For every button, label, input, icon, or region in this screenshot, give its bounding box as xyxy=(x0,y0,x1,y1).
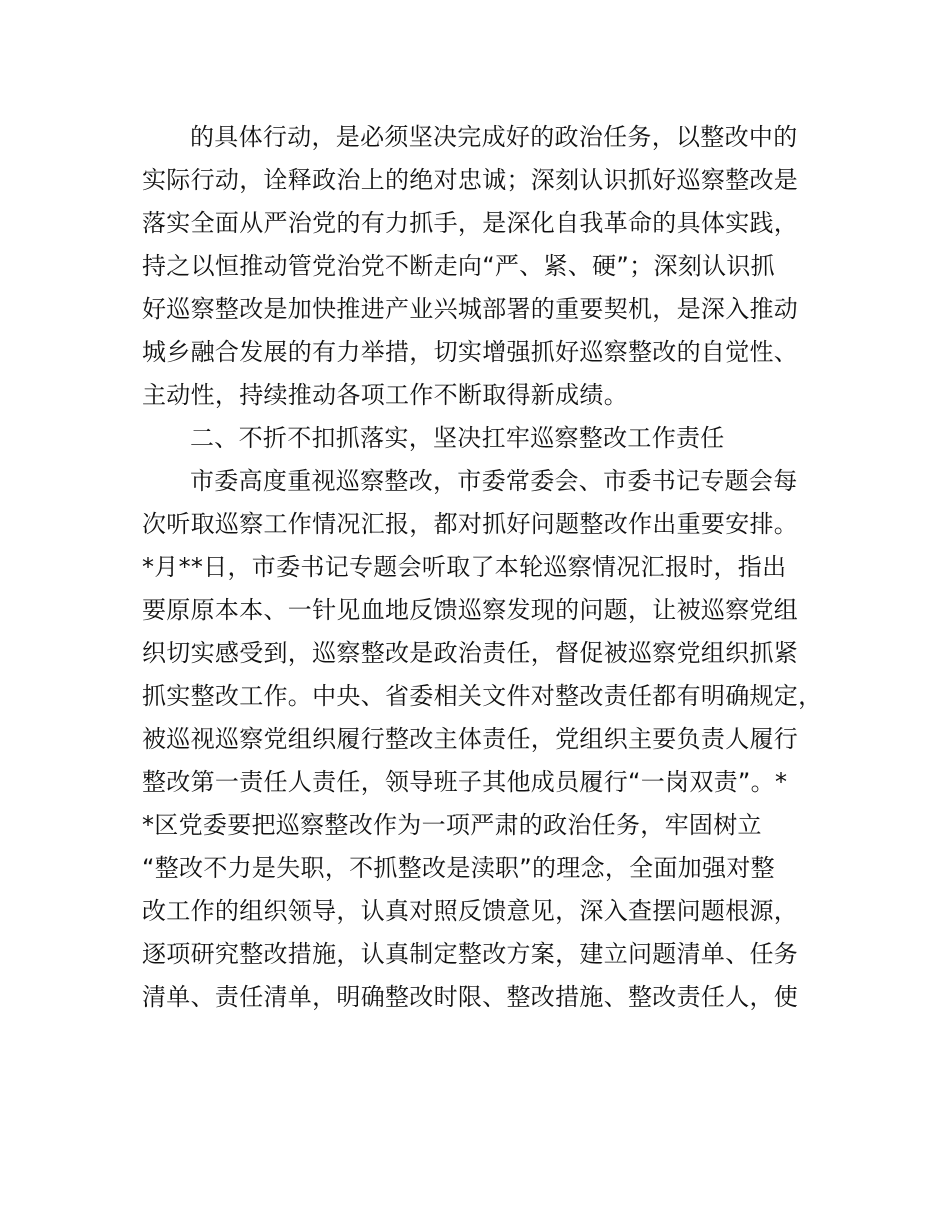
text-line: 城乡融合发展的有力举措，切实增强抓好巡察整改的自觉性、 xyxy=(142,338,799,366)
text-line: 市委高度重视巡察整改，市委常委会、市委书记专题会每 xyxy=(190,467,798,495)
document-body xyxy=(142,116,842,1019)
text-line: 持之以恒推动管党治党不断走向“严、紧、硬”；深刻认识抓 xyxy=(142,252,775,280)
text-line: 主动性，持续推动各项工作不断取得新成绩。 xyxy=(142,381,628,409)
text-line: 要原原本本、一针见血地反馈巡察发现的问题，让被巡察党组 xyxy=(142,596,799,624)
paragraph-continuation xyxy=(142,116,842,417)
text-line: 实际行动，诠释政治上的绝对忠诚；深刻认识抓好巡察整改是 xyxy=(142,166,799,194)
section-heading xyxy=(142,417,842,460)
text-line: 被巡视巡察党组织履行整改主体责任，党组织主要负责人履行 xyxy=(142,725,799,753)
text-line: 抓实整改工作。中央、省委相关文件对整改责任都有明确规定， xyxy=(142,682,823,710)
text-line: *月**日，市委书记专题会听取了本轮巡察情况汇报时，指出 xyxy=(142,553,787,581)
text-line: 织切实感受到，巡察整改是政治责任，督促被巡察党组织抓紧 xyxy=(142,639,799,667)
text-line: 整改第一责任人责任，领导班子其他成员履行“一岗双责”。* xyxy=(142,768,788,796)
heading-text: 二、不折不扣抓落实，坚决扛牢巡察整改工作责任 xyxy=(190,424,725,452)
paragraph-body xyxy=(142,460,842,1019)
text-line: *区党委要把巡察整改作为一项严肃的政治任务，牢固树立 xyxy=(142,811,762,839)
text-line: 清单、责任清单，明确整改时限、整改措施、整改责任人，使 xyxy=(142,983,799,1011)
text-line: 落实全面从严治党的有力抓手，是深化自我革命的具体实践， xyxy=(142,209,799,237)
text-line: 改工作的组织领导，认真对照反馈意见，深入查摆问题根源， xyxy=(142,897,799,925)
text-line: 次听取巡察工作情况汇报，都对抓好问题整改作出重要安排。 xyxy=(142,510,799,538)
text-line: “整改不力是失职，不抓整改是渎职”的理念，全面加强对整 xyxy=(142,854,775,882)
text-line: 好巡察整改是加快推进产业兴城部署的重要契机，是深入推动 xyxy=(142,295,799,323)
text-line: 的具体行动，是必须坚决完成好的政治任务，以整改中的 xyxy=(190,123,798,151)
text-line: 逐项研究整改措施，认真制定整改方案，建立问题清单、任务 xyxy=(142,940,799,968)
